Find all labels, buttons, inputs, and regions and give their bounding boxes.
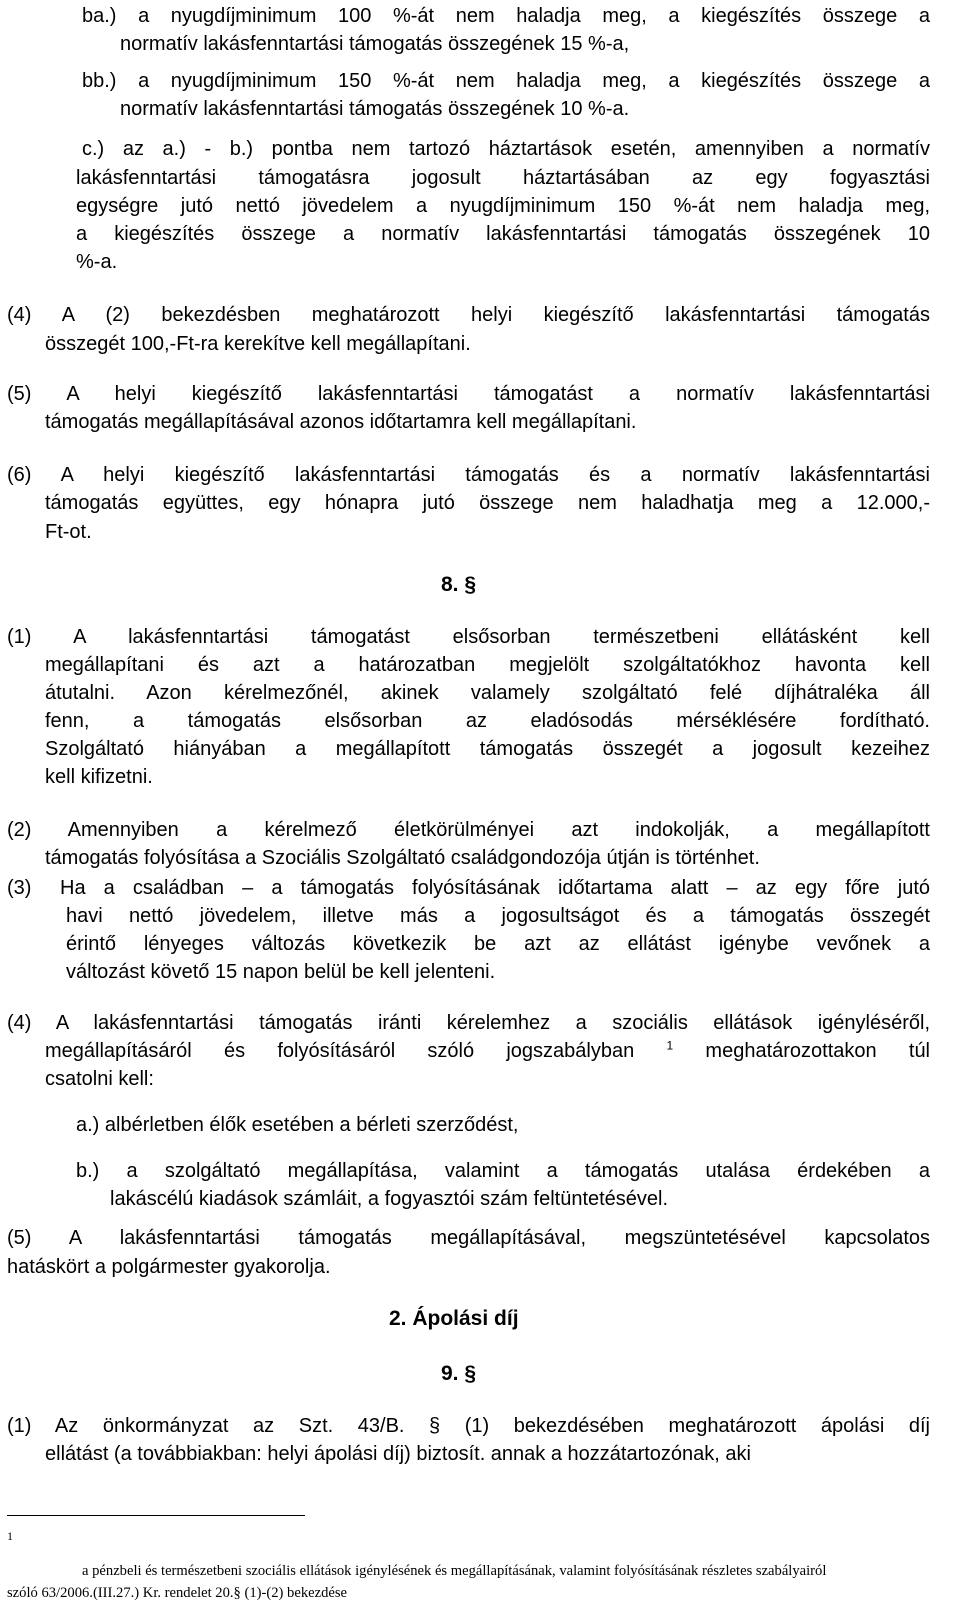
list-item: b.) a szolgáltató megállapítása, valamint a támogatás utalása érdekében a — [76, 1160, 930, 1182]
text-line: támogatás megállapításával azonos időtartamra kell megállapítani. — [45, 411, 637, 433]
text-line: lakásfenntartási támogatásra jogosult háztartásában az egy fogyasztási — [76, 167, 930, 189]
text-line: Szolgáltató hiányában a megállapított támogatás összegét a jogosult kezeihez — [45, 738, 930, 760]
text-line: (1) Az önkormányzat az Szt. 43/B. § (1) bekezdésében meghatározott ápolási díj — [7, 1415, 930, 1437]
text-line: megállapítani és azt a határozatban megjelölt szolgáltatókhoz havonta kell — [45, 654, 930, 676]
text-line: a kiegészítés összege a normatív lakásfenntartási támogatás összegének 10 — [76, 223, 930, 245]
section-sign: § — [464, 1362, 477, 1385]
text-line: (5) A helyi kiegészítő lakásfenntartási támogatást a normatív lakásfenntartási — [7, 383, 930, 405]
text-line: ba.) a nyugdíjminimum 100 %-át nem haladja meg, a kiegészítés összege a — [82, 5, 930, 27]
text-line: normatív lakásfenntartási támogatás összegének 15 %-a, — [120, 33, 630, 55]
text-line: Ft-ot. — [45, 521, 92, 543]
text-line: hatáskört a polgármester gyakorolja. — [7, 1256, 331, 1278]
text-fragment: meghatározottakon túl — [705, 1040, 931, 1062]
text-line: támogatás folyósítása a Szociális Szolgáltató családgondozója útján is történhet. — [45, 847, 760, 869]
text-line: Ha a családban – a támogatás folyósításának időtartama alatt – az egy főre jutó — [60, 877, 930, 899]
section-sign: § — [464, 573, 477, 596]
text-line: egységre jutó nettó jövedelem a nyugdíjminimum 150 %-át nem haladja meg, — [76, 195, 930, 217]
section-heading — [441, 1360, 476, 1388]
text-line: lakáscélú kiadások számláit, a fogyasztói szám feltüntetésével. — [110, 1188, 669, 1210]
list-item: a.) albérletben élők esetében a bérleti szerződést, — [76, 1114, 519, 1136]
paragraph-number: (3) — [7, 877, 32, 899]
text-line: bb.) a nyugdíjminimum 150 %-át nem haladja meg, a kiegészítés összege a — [82, 70, 930, 92]
text-fragment: megállapításáról és folyósításáról szóló jogszabályban — [45, 1040, 635, 1062]
text-line: normatív lakásfenntartási támogatás összegének 10 %-a. — [120, 98, 630, 120]
text-line: (4) A (2) bekezdésben meghatározott helyi kiegészítő lakásfenntartási támogatás — [7, 304, 930, 326]
chapter-heading: 2. Ápolási díj — [389, 1307, 519, 1330]
text-line: érintő lényeges változás következik be azt az ellátást igénybe vevőnek a — [66, 933, 930, 955]
text-line — [45, 1037, 930, 1065]
text-line: változást követő 15 napon belül be kell jelenteni. — [66, 961, 496, 983]
text-line: összegét 100,-Ft-ra kerekítve kell megállapítani. — [45, 333, 471, 355]
text-line: kell kifizetni. — [45, 766, 153, 788]
text-line: támogatás együttes, egy hónapra jutó összege nem haladhatja meg a 12.000,- — [45, 492, 930, 514]
text-line: (2) Amennyiben a kérelmező életkörülményei azt indokolják, a megállapított — [7, 819, 930, 841]
text-line: fenn, a támogatás elsősorban az eladósodás mérséklésére fordítható. — [45, 710, 930, 732]
text-line: (6) A helyi kiegészítő lakásfenntartási támogatás és a normatív lakásfenntartási — [7, 464, 930, 486]
text-line: (4) A lakásfenntartási támogatás iránti kérelemhez a szociális ellátások igényléséről, — [7, 1012, 930, 1034]
text-line: havi nettó jövedelem, illetve más a jogosultságot és a támogatás összegét — [66, 905, 930, 927]
footnote-number: 1 — [7, 1529, 13, 1543]
section-heading — [441, 571, 476, 599]
footnote-text: a pénzbeli és természetbeni szociális ellátások igénylésének és megállapításának, valamint folyósításának részletes szabályairól — [82, 1563, 827, 1579]
text-line: (5) A lakásfenntartási támogatás megállapításával, megszüntetésével kapcsolatos — [7, 1227, 930, 1249]
text-line: csatolni kell: — [45, 1068, 154, 1090]
text-line: c.) az a.) - b.) pontba nem tartozó háztartások esetén, amennyiben a normatív — [82, 138, 930, 160]
section-number: 8. — [441, 573, 459, 596]
text-line: ellátást (a továbbiakban: helyi ápolási díj) biztosít. annak a hozzátartozónak, aki — [45, 1443, 751, 1465]
footnote-reference[interactable]: 1 — [666, 1038, 674, 1053]
footnote-separator — [7, 1515, 305, 1516]
text-line: átutalni. Azon kérelmezőnél, akinek valamely szolgáltató felé díjhátraléka áll — [45, 682, 930, 704]
text-line: (1) A lakásfenntartási támogatást elsősorban természetbeni ellátásként kell — [7, 626, 930, 648]
section-number: 9. — [441, 1362, 459, 1385]
text-line: %-a. — [76, 251, 118, 273]
footnote-text: szóló 63/2006.(III.27.) Kr. rendelet 20.§ (1)-(2) bekezdése — [7, 1585, 347, 1601]
